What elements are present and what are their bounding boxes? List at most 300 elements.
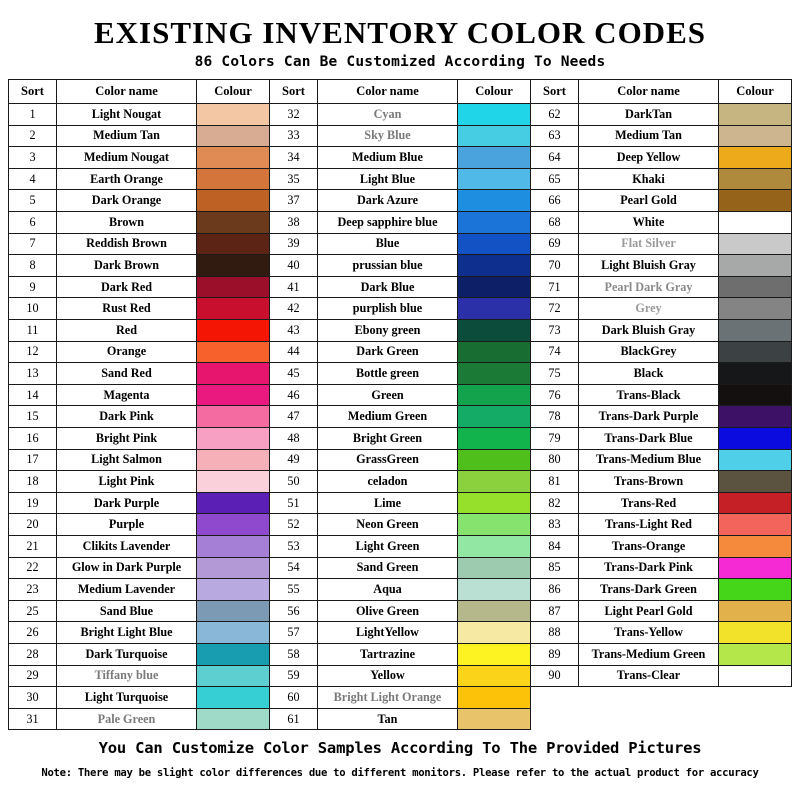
cell-color-name: Deep sapphire blue [318,212,458,234]
table-row [9,255,792,277]
color-swatch [197,643,270,665]
cell-sort: 60 [270,687,318,709]
cell-sort: 68 [531,212,579,234]
cell-color-name: Dark Blue [318,276,458,298]
cell-color-name: Sky Blue [318,125,458,147]
cell-color-name: Ebony green [318,320,458,342]
color-swatch [719,471,792,493]
cell-sort: 17 [9,449,57,471]
cell-color-name: Cyan [318,104,458,126]
cell-sort: 7 [9,233,57,255]
cell-color-name: Yellow [318,665,458,687]
color-swatch [719,384,792,406]
cell-sort: 64 [531,147,579,169]
cell-sort: 48 [270,428,318,450]
color-swatch [719,428,792,450]
table-row [9,665,792,687]
color-swatch [458,514,531,536]
cell-color-name: Glow in Dark Purple [57,557,197,579]
cell-sort: 44 [270,341,318,363]
page-subtitle: 86 Colors Can Be Customized According To Needs [194,54,606,71]
cell-color-name: Grey [579,298,719,320]
cell-color-name: Purple [57,514,197,536]
cell-color-name: Sand Blue [57,600,197,622]
color-swatch [197,471,270,493]
cell-sort: 86 [531,579,579,601]
header-row [9,80,792,104]
color-swatch [197,384,270,406]
cell-sort: 18 [9,471,57,493]
cell-sort: 73 [531,320,579,342]
color-swatch [458,168,531,190]
color-swatch [197,492,270,514]
cell-color-name: Flat Silver [579,233,719,255]
cell-color-name: Dark Bluish Gray [579,320,719,342]
table-row [9,212,792,234]
cell-sort: 15 [9,406,57,428]
table-row [9,687,792,709]
cell-color-name: Aqua [318,579,458,601]
cell-color-name: Tiffany blue [57,665,197,687]
cell-color-name: White [579,212,719,234]
cell-empty [719,708,792,730]
color-swatch [458,471,531,493]
cell-sort: 88 [531,622,579,644]
cell-sort: 65 [531,168,579,190]
table-row [9,104,792,126]
table-header [9,80,792,104]
cell-sort: 46 [270,384,318,406]
color-swatch [719,125,792,147]
color-swatch [458,579,531,601]
cell-sort: 13 [9,363,57,385]
color-swatch [197,320,270,342]
cell-sort: 28 [9,643,57,665]
color-swatch [197,212,270,234]
cell-color-name: Dark Brown [57,255,197,277]
cell-sort: 76 [531,384,579,406]
cell-sort: 21 [9,535,57,557]
color-swatch [458,212,531,234]
cell-color-name: Light Turquoise [57,687,197,709]
color-swatch [458,255,531,277]
cell-color-name: Medium Tan [579,125,719,147]
cell-color-name: Rust Red [57,298,197,320]
table-row [9,579,792,601]
color-swatch [197,168,270,190]
color-swatch [719,406,792,428]
color-swatch [197,665,270,687]
cell-sort: 52 [270,514,318,536]
cell-sort: 35 [270,168,318,190]
cell-sort: 62 [531,104,579,126]
color-swatch [719,643,792,665]
color-swatch [458,708,531,730]
cell-sort: 61 [270,708,318,730]
color-swatch [197,255,270,277]
table-row [9,233,792,255]
cell-color-name: Dark Orange [57,190,197,212]
cell-sort: 82 [531,492,579,514]
col-colour-1: Colour [197,80,270,104]
cell-color-name: Black [579,363,719,385]
cell-sort: 51 [270,492,318,514]
color-swatch [719,600,792,622]
cell-sort: 80 [531,449,579,471]
color-swatch [719,168,792,190]
cell-sort: 25 [9,600,57,622]
col-name-3: Color name [579,80,719,104]
color-swatch [458,233,531,255]
table-row [9,622,792,644]
table-row [9,600,792,622]
color-swatch [197,687,270,709]
color-swatch [719,255,792,277]
cell-color-name: BlackGrey [579,341,719,363]
cell-sort: 4 [9,168,57,190]
cell-sort: 85 [531,557,579,579]
cell-color-name: Medium Lavender [57,579,197,601]
cell-color-name: Dark Turquoise [57,643,197,665]
cell-color-name: Trans-Brown [579,471,719,493]
color-swatch [197,190,270,212]
color-swatch [197,535,270,557]
cell-color-name: Light Pink [57,471,197,493]
cell-color-name: Olive Green [318,600,458,622]
color-swatch [719,579,792,601]
cell-sort: 26 [9,622,57,644]
cell-sort: 1 [9,104,57,126]
cell-color-name: Trans-Dark Purple [579,406,719,428]
cell-sort: 89 [531,643,579,665]
color-swatch [197,406,270,428]
table-body [9,104,792,730]
footer-disclaimer: Note: There may be slight color differences due to different monitors. Please refer to the actual product for accuracy [41,767,759,780]
cell-color-name: Medium Blue [318,147,458,169]
color-swatch [197,276,270,298]
cell-color-name: Lime [318,492,458,514]
cell-sort: 2 [9,125,57,147]
cell-color-name: Blue [318,233,458,255]
cell-sort: 23 [9,579,57,601]
cell-color-name: Dark Pink [57,406,197,428]
color-swatch [197,125,270,147]
cell-empty [719,687,792,709]
cell-color-name: Tartrazine [318,643,458,665]
cell-sort: 14 [9,384,57,406]
cell-sort: 58 [270,643,318,665]
cell-color-name: Trans-Yellow [579,622,719,644]
cell-color-name: prussian blue [318,255,458,277]
cell-empty [531,687,579,709]
cell-color-name: Trans-Clear [579,665,719,687]
col-sort-2: Sort [270,80,318,104]
table-row [9,708,792,730]
cell-sort: 79 [531,428,579,450]
cell-color-name: Light Blue [318,168,458,190]
color-swatch [458,492,531,514]
cell-color-name: Trans-Medium Green [579,643,719,665]
cell-color-name: Magenta [57,384,197,406]
cell-color-name: Dark Red [57,276,197,298]
color-swatch [719,622,792,644]
color-swatch [197,233,270,255]
cell-color-name: Trans-Light Red [579,514,719,536]
color-swatch [197,449,270,471]
color-swatch [458,384,531,406]
cell-sort: 83 [531,514,579,536]
cell-sort: 54 [270,557,318,579]
color-swatch [197,622,270,644]
footer-customize-note: You Can Customize Color Samples According To The Provided Pictures [98,739,702,758]
cell-color-name: Medium Nougat [57,147,197,169]
cell-sort: 69 [531,233,579,255]
color-swatch [197,557,270,579]
cell-sort: 74 [531,341,579,363]
cell-color-name: GrassGreen [318,449,458,471]
cell-sort: 37 [270,190,318,212]
color-swatch [458,600,531,622]
color-swatch [458,104,531,126]
color-swatch [197,514,270,536]
color-swatch [458,687,531,709]
color-swatch [197,104,270,126]
color-swatch [458,341,531,363]
color-swatch [458,449,531,471]
color-swatch [458,643,531,665]
cell-sort: 20 [9,514,57,536]
cell-color-name: LightYellow [318,622,458,644]
cell-color-name: Trans-Medium Blue [579,449,719,471]
color-swatch [197,579,270,601]
color-swatch [458,125,531,147]
table-row [9,147,792,169]
color-swatch [719,212,792,234]
table-row [9,514,792,536]
cell-sort: 66 [531,190,579,212]
cell-sort: 8 [9,255,57,277]
color-swatch [197,600,270,622]
color-swatch [458,406,531,428]
col-sort-3: Sort [531,80,579,104]
cell-sort: 5 [9,190,57,212]
col-sort-1: Sort [9,80,57,104]
cell-sort: 71 [531,276,579,298]
table-row [9,557,792,579]
cell-empty [531,708,579,730]
cell-color-name: Tan [318,708,458,730]
color-swatch [458,320,531,342]
color-swatch [197,341,270,363]
col-colour-3: Colour [719,80,792,104]
cell-sort: 55 [270,579,318,601]
cell-color-name: Orange [57,341,197,363]
cell-sort: 34 [270,147,318,169]
cell-sort: 16 [9,428,57,450]
color-swatch [197,708,270,730]
table-row [9,535,792,557]
cell-color-name: Deep Yellow [579,147,719,169]
cell-sort: 43 [270,320,318,342]
cell-color-name: Medium Tan [57,125,197,147]
color-swatch [719,104,792,126]
cell-sort: 59 [270,665,318,687]
cell-color-name: Light Nougat [57,104,197,126]
cell-color-name: Reddish Brown [57,233,197,255]
cell-empty [579,708,719,730]
color-swatch [458,428,531,450]
table-row [9,125,792,147]
color-swatch [458,535,531,557]
cell-sort: 3 [9,147,57,169]
cell-sort: 30 [9,687,57,709]
cell-color-name: Earth Orange [57,168,197,190]
col-name-1: Color name [57,80,197,104]
table-row [9,428,792,450]
color-swatch [719,492,792,514]
cell-color-name: Red [57,320,197,342]
cell-sort: 50 [270,471,318,493]
cell-sort: 78 [531,406,579,428]
col-colour-2: Colour [458,80,531,104]
table-row [9,492,792,514]
cell-sort: 31 [9,708,57,730]
color-swatch [197,363,270,385]
col-name-2: Color name [318,80,458,104]
cell-color-name: Trans-Dark Pink [579,557,719,579]
cell-sort: 81 [531,471,579,493]
color-swatch [719,363,792,385]
cell-color-name: Bright Pink [57,428,197,450]
color-swatch [719,665,792,687]
table-row [9,190,792,212]
cell-sort: 38 [270,212,318,234]
cell-sort: 9 [9,276,57,298]
cell-sort: 45 [270,363,318,385]
table-row [9,406,792,428]
cell-sort: 63 [531,125,579,147]
table-row [9,276,792,298]
table-row [9,168,792,190]
cell-sort: 40 [270,255,318,277]
cell-color-name: Light Salmon [57,449,197,471]
table-row [9,341,792,363]
cell-sort: 39 [270,233,318,255]
cell-sort: 11 [9,320,57,342]
table-row [9,363,792,385]
table-row [9,643,792,665]
cell-color-name: Light Pearl Gold [579,600,719,622]
color-swatch [719,449,792,471]
color-swatch [458,557,531,579]
cell-color-name: Dark Green [318,341,458,363]
cell-sort: 75 [531,363,579,385]
cell-color-name: Dark Purple [57,492,197,514]
cell-sort: 90 [531,665,579,687]
color-swatch [197,147,270,169]
cell-color-name: Bright Light Orange [318,687,458,709]
color-swatch [458,298,531,320]
cell-color-name: Light Green [318,535,458,557]
color-swatch [458,276,531,298]
cell-sort: 29 [9,665,57,687]
cell-color-name: Bottle green [318,363,458,385]
cell-color-name: Pearl Gold [579,190,719,212]
color-swatch [719,233,792,255]
cell-sort: 49 [270,449,318,471]
cell-color-name: Khaki [579,168,719,190]
cell-sort: 19 [9,492,57,514]
color-swatch [458,363,531,385]
cell-sort: 10 [9,298,57,320]
color-swatch [719,320,792,342]
cell-color-name: celadon [318,471,458,493]
cell-color-name: purplish blue [318,298,458,320]
color-swatch [458,190,531,212]
cell-color-name: Clikits Lavender [57,535,197,557]
cell-color-name: Neon Green [318,514,458,536]
cell-sort: 53 [270,535,318,557]
cell-color-name: Brown [57,212,197,234]
cell-sort: 70 [531,255,579,277]
cell-color-name: Trans-Black [579,384,719,406]
cell-color-name: Green [318,384,458,406]
color-swatch [719,514,792,536]
color-swatch [197,428,270,450]
page-title: EXISTING INVENTORY COLOR CODES [93,15,706,50]
cell-color-name: Pale Green [57,708,197,730]
cell-sort: 47 [270,406,318,428]
table-row [9,471,792,493]
table-row [9,384,792,406]
cell-color-name: Medium Green [318,406,458,428]
cell-empty [579,687,719,709]
cell-sort: 84 [531,535,579,557]
cell-color-name: Bright Light Blue [57,622,197,644]
table-row [9,298,792,320]
table-row [9,320,792,342]
color-swatch [197,298,270,320]
cell-color-name: Pearl Dark Gray [579,276,719,298]
cell-color-name: Sand Red [57,363,197,385]
color-swatch [719,557,792,579]
cell-color-name: DarkTan [579,104,719,126]
cell-color-name: Trans-Dark Green [579,579,719,601]
cell-sort: 41 [270,276,318,298]
cell-sort: 22 [9,557,57,579]
cell-sort: 32 [270,104,318,126]
cell-color-name: Trans-Dark Blue [579,428,719,450]
cell-sort: 42 [270,298,318,320]
cell-color-name: Trans-Orange [579,535,719,557]
cell-sort: 72 [531,298,579,320]
cell-sort: 57 [270,622,318,644]
color-swatch [719,535,792,557]
cell-sort: 87 [531,600,579,622]
cell-color-name: Dark Azure [318,190,458,212]
cell-sort: 12 [9,341,57,363]
cell-sort: 33 [270,125,318,147]
cell-color-name: Light Bluish Gray [579,255,719,277]
color-swatch [458,665,531,687]
cell-color-name: Trans-Red [579,492,719,514]
color-swatch [719,190,792,212]
cell-color-name: Sand Green [318,557,458,579]
table-row [9,449,792,471]
color-swatch [458,622,531,644]
color-swatch [719,276,792,298]
cell-sort: 6 [9,212,57,234]
